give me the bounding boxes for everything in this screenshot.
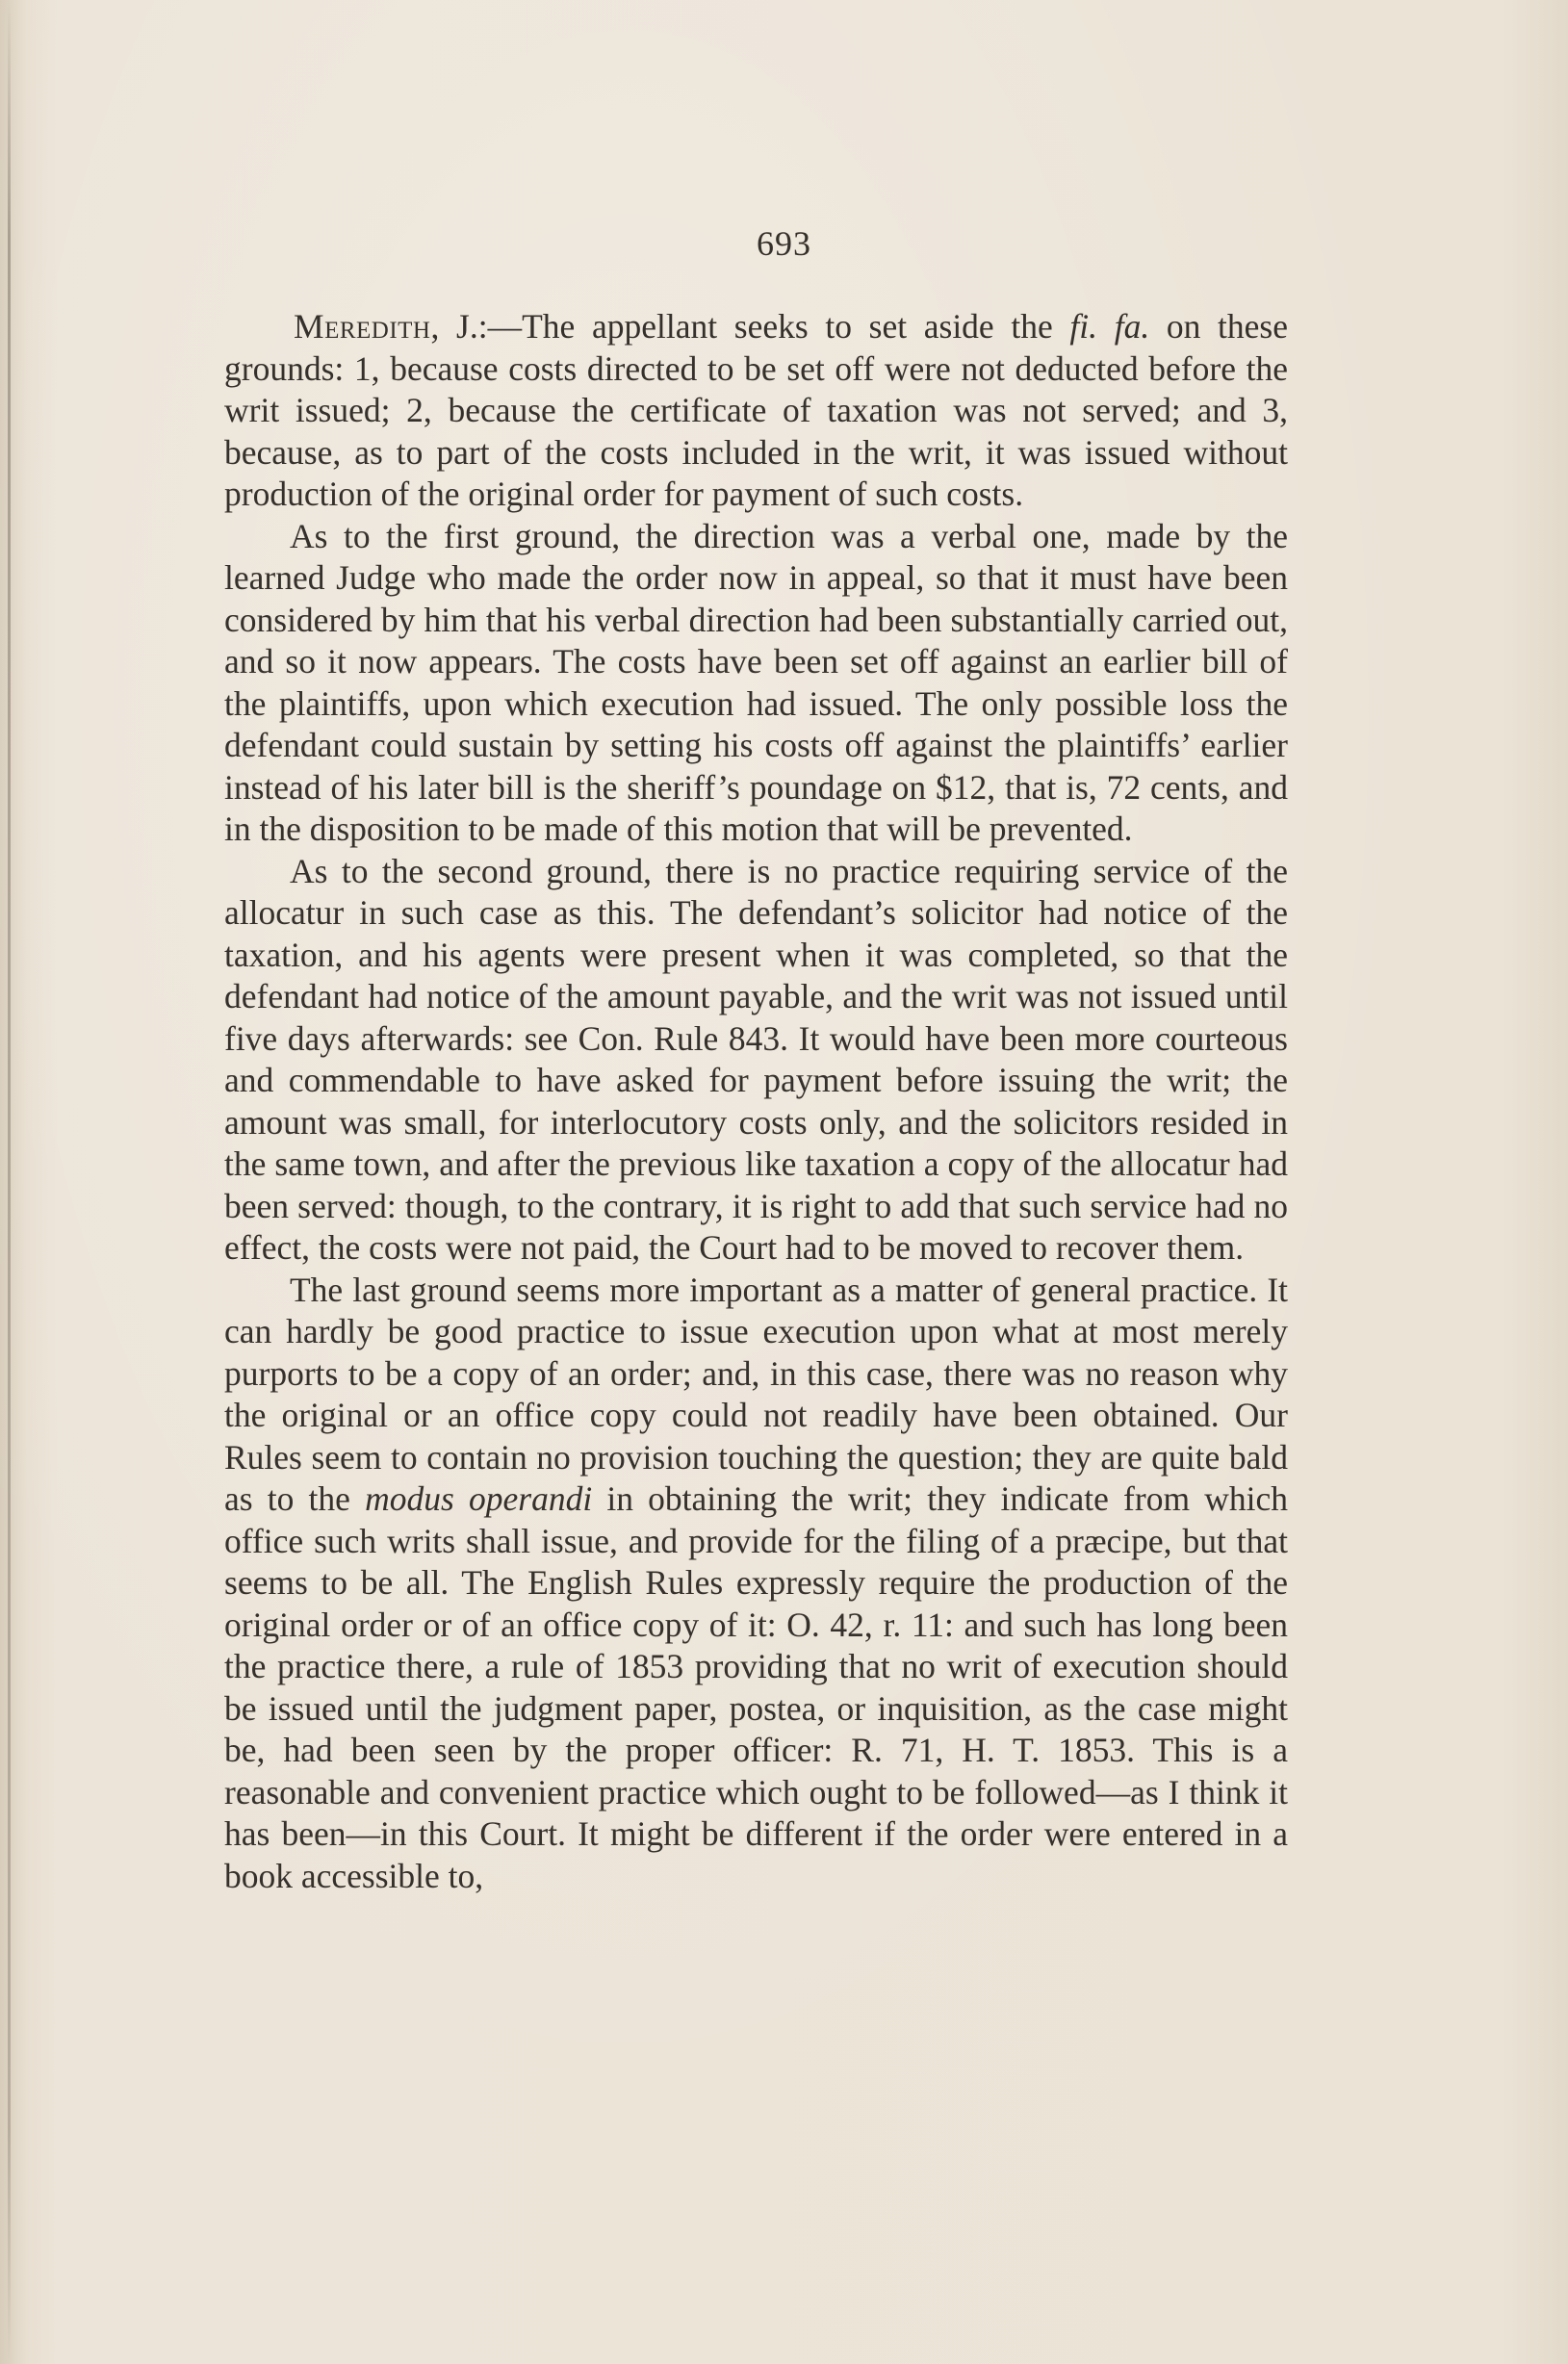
body-text <box>224 306 1288 1897</box>
paragraph-3: As to the second ground, there is no practice requiring service of the allocatur in such case as this. The defendant’s solicitor had notice of the taxation, and his agents were present when it was completed, so that the defendant had notice of the amount payable, and the writ was not issued until five days afterwards: see Con. Rule 843. It would have been more courteous and commendable to have asked for payment before issuing the writ; the amount was small, for interlocutory costs only, and the solicitors resided in the same town, and after the previous like taxation a copy of the allocatur had been served: though, to the contrary, it is right to add that such service had no effect, the costs were not paid, the Court had to be moved to recover them. <box>224 851 1288 1267</box>
page-number: 693 <box>757 224 811 263</box>
paragraph-1-text-a: , J.:—The appellant seeks to set aside the <box>430 307 1070 346</box>
paragraph-4-text-a: The last ground seems more important as a matter of general practice. It can hardly be good practice to issue execution upon what at most merely purports to be a copy of an order; and, in this case, there was no reason why the original or an office copy could not readily have been obtained. Our Rules seem to contain no provision touching the question; they are quite bald as to the <box>224 1270 1288 1518</box>
paragraph-1 <box>224 306 1288 516</box>
judge-name: Meredith <box>294 307 431 346</box>
paragraph-4-italic: modus operandi <box>365 1479 593 1518</box>
paragraph-4-text-b: in obtaining the writ; they indicate from which office such writs shall issue, and provide for the filing of a præcipe, but that seems to be all. The English Rules expressly require the production of the original order or of an office copy of it: O. 42, r. 11: and such has long been the practice there, a rule of 1853 providing that no writ of execution should be issued until the judgment paper, postea, or inquisition, as the case might be, had been seen by the proper officer: R. 71, H. T. 1853. This is a reasonable and convenient practice which ought to be followed—as I think it has been—in this Court. It might be different if the order were entered in a book accessible to, <box>224 1479 1289 1895</box>
paragraph-2: As to the first ground, the direction was a verbal one, made by the learned Judge who made the order now in appeal, so that it must have been considered by him that his verbal direction had been substantially carried out, and so it now appears. The costs have been set off against an earlier bill of the plaintiffs, upon which execution had issued. The only possible loss the defendant could sustain by setting his costs off against the plaintiffs’ earlier instead of his later bill is the sheriff’s poundage on $12, that is, 72 cents, and in the disposition to be made of this motion that will be prevented. <box>224 516 1288 848</box>
paragraph-4 <box>224 1270 1288 1898</box>
paragraph-1-italic: fi. fa. <box>1069 307 1150 346</box>
paragraph-1-text-b: on these grounds: 1, because costs directed to be set off were not deducted before the writ issued; 2, because the certificate of taxation was not served; and 3, because, as to part of the costs included in the writ, it was issued without production of the original order for payment of such costs. <box>224 307 1289 513</box>
page-gutter-shadow <box>8 0 11 2364</box>
